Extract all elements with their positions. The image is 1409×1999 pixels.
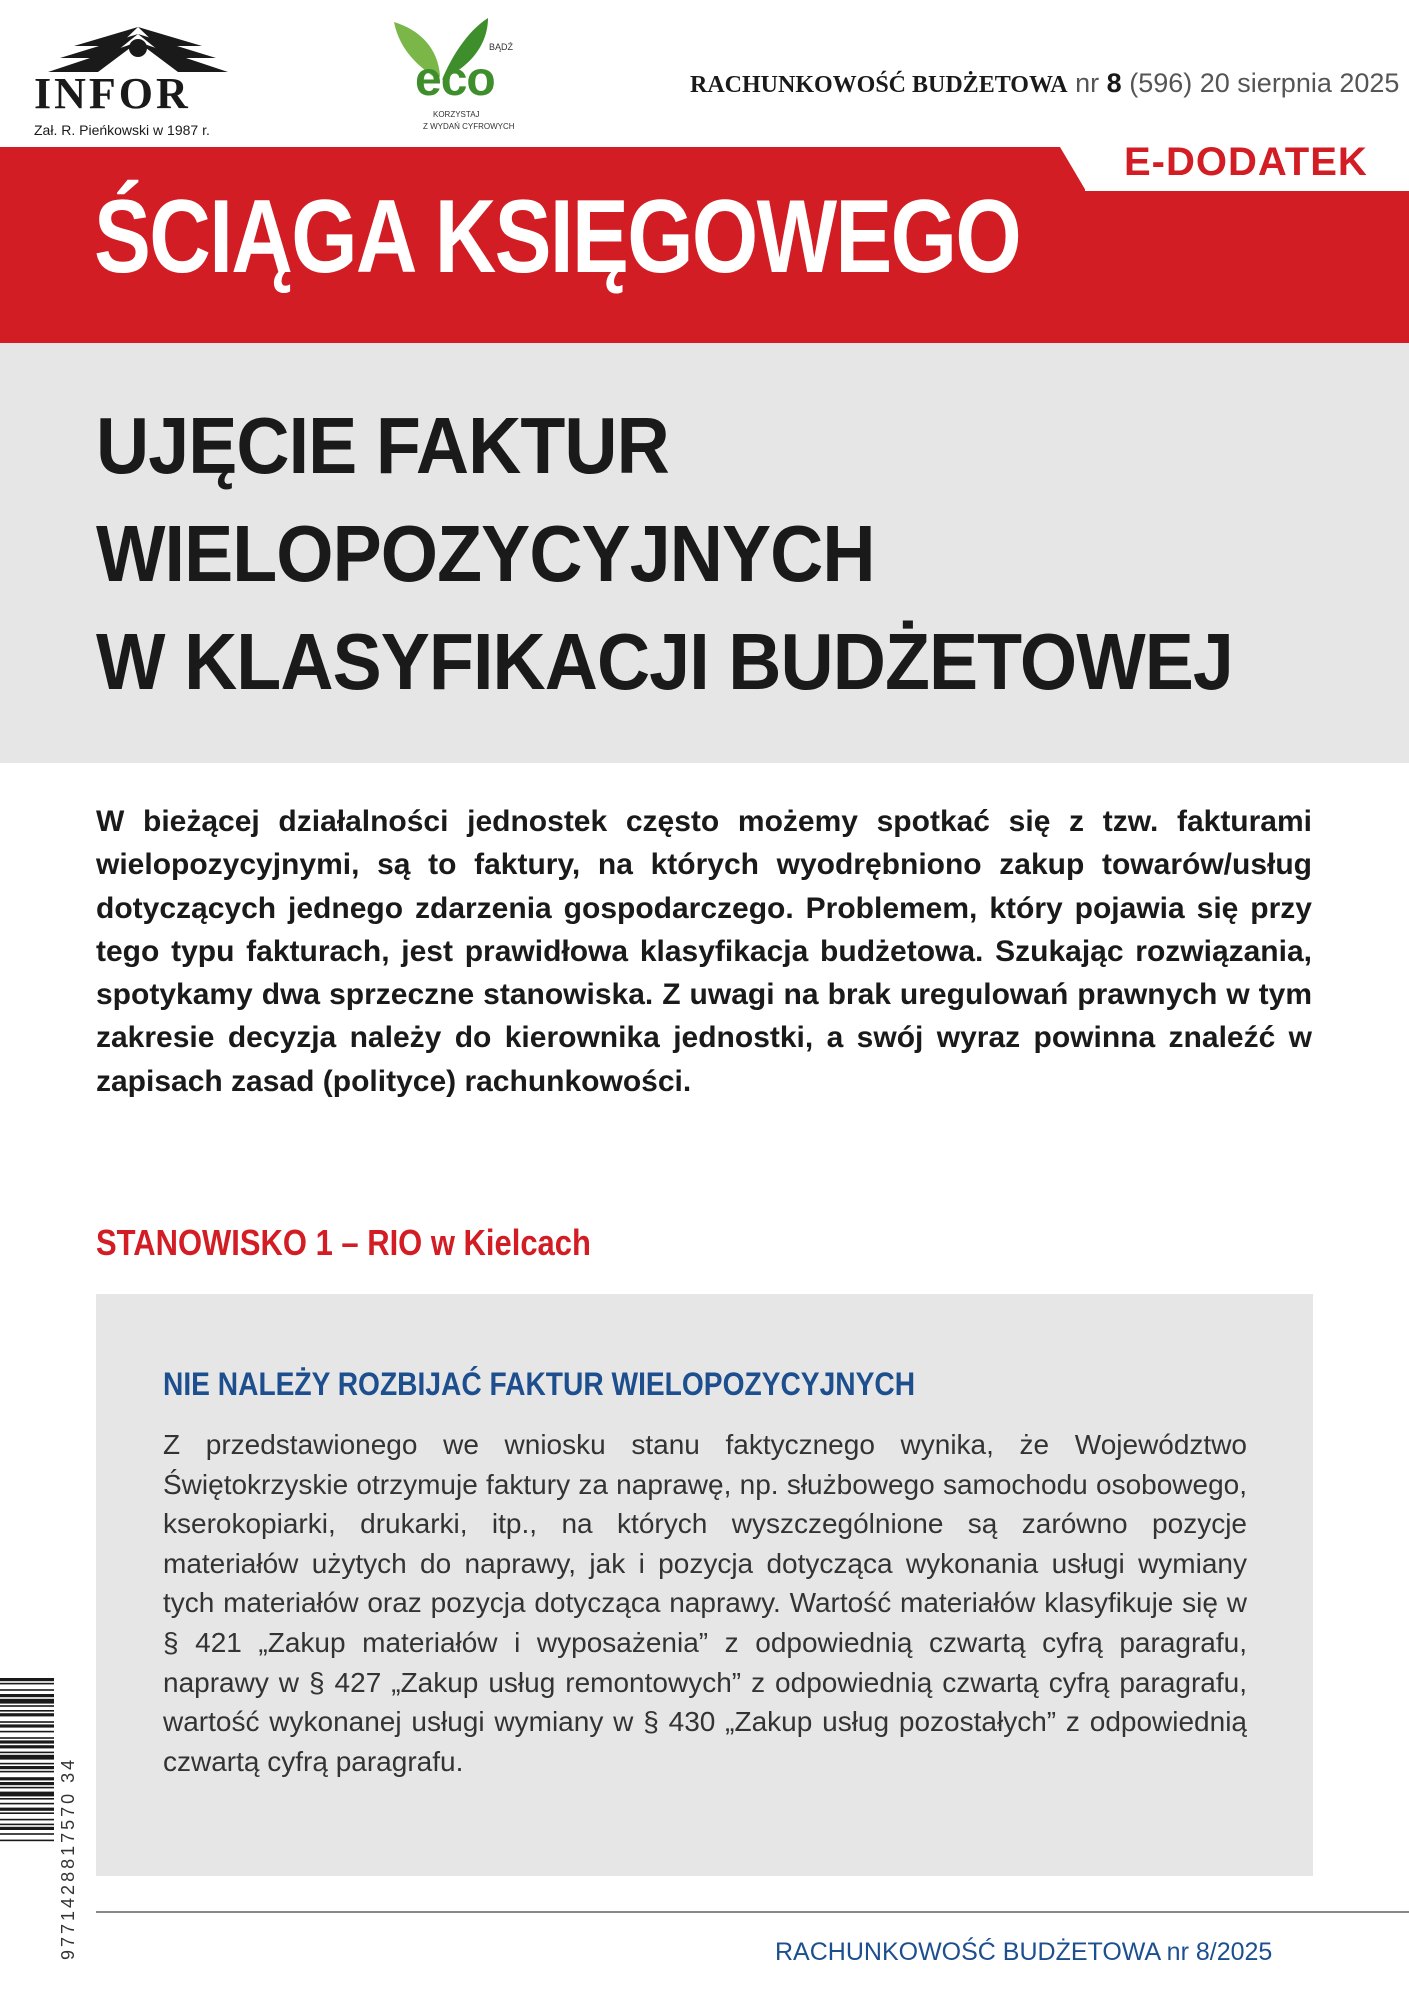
- barcode-bar: [0, 1699, 54, 1704]
- barcode-bar: [0, 1724, 54, 1727]
- barcode-bar: [0, 1827, 54, 1830]
- barcode-bar: [0, 1710, 54, 1712]
- barcode-bar: [0, 1755, 54, 1760]
- footer-rule: [96, 1911, 1409, 1913]
- barcode-bar: [0, 1798, 54, 1800]
- supplement-title: ŚCIĄGA KSIĘGOWEGO: [94, 179, 1021, 295]
- barcode-bar: [0, 1824, 54, 1826]
- barcode-bar: [0, 1819, 54, 1821]
- quote-text: Z przedstawionego we wniosku stanu faktycznego wynika, że Województwo Świętokrzyskie otrzymuje faktury za naprawę, np. służbowego samochodu osobowego, kserokopiarki, drukarki, itp., na których wyszczególnione są zarówno pozycje materiałów użytych do naprawy, jak i pozycja dotycząca wykonania usługi wymiany tych materiałów oraz pozycja dotycząca naprawy. Wartość materiałów klasyfikuje się w § 421 „Zakup materiałów i wyposażenia” z odpowiednią czwartą cyfrą paragrafu, naprawy w § 427 „Zakup usług remontowych” z odpowiednią czwartą cyfrą paragrafu, wartość wykonanej usługi wymiany w § 430 „Zakup usług pozostałych” z odpowiednią czwartą cyfrą paragrafu.: [163, 1429, 1247, 1777]
- eco-badge: [385, 12, 525, 130]
- article-lead: W bieżącej działalności jednostek często możemy spotkać się z tzw. fakturami wielopozycyjnymi, są to faktury, na których wyodrębniono zakup towarów/usług dotyczących jednego zdarzenia gospodarczego. Problemem, który pojawia się przy tego typu fakturach, jest prawidłowa klasyfikacja budżetowa. Szukając rozwiązania, spotykamy dwa sprzeczne stanowiska. Z uwagi na brak uregulowań prawnych w tym zakresie decyzja należy do kierownika jednostki, a swój wyraz powinna znaleźć w zapisach zasad (polityce) rachunkowości.: [96, 805, 1312, 1098]
- barcode-bar: [0, 1812, 54, 1814]
- barcode-bar: [0, 1752, 54, 1754]
- barcode-bar: [0, 1737, 54, 1739]
- barcode-bar: [0, 1782, 54, 1785]
- infor-logo: [30, 22, 240, 138]
- eco-top-text: BĄDŹ: [489, 42, 514, 52]
- article-title-line: WIELOPOZYCYJNYCH: [96, 509, 875, 598]
- barcode-bar: [0, 1771, 54, 1773]
- barcode-bar: [0, 1808, 54, 1811]
- barcode-number: [58, 1757, 79, 1960]
- barcode-bar: [0, 1683, 54, 1685]
- article-title-line: W KLASYFIKACJI BUDŻETOWEJ: [96, 617, 1233, 706]
- footer-text: RACHUNKOWOŚĆ BUDŻETOWA nr 8/2025: [775, 1938, 1273, 1966]
- banner-notch-slant: [1060, 147, 1086, 191]
- supplement-label: E-DODATEK: [1124, 140, 1368, 184]
- article-title-line: UJĘCIE FAKTUR: [96, 401, 669, 490]
- barcode-digits: 9771428817570: [58, 1790, 78, 1960]
- barcode-bar: [0, 1705, 54, 1707]
- barcode-addon: 34: [58, 1756, 78, 1783]
- issue-sequence: (596): [1129, 68, 1193, 98]
- barcode-bar: [0, 1833, 54, 1835]
- barcode-bar: [0, 1777, 54, 1780]
- barcode-bar: [0, 1689, 54, 1691]
- barcode-bar: [0, 1694, 54, 1697]
- eco-line-2: Z WYDAŃ CYFROWYCH: [423, 122, 515, 131]
- issue-date: 20 sierpnia 2025: [1199, 68, 1400, 98]
- eco-word: eco: [415, 53, 495, 106]
- barcode-bar: [0, 1766, 54, 1769]
- barcode-bar: [0, 1740, 54, 1743]
- quote-heading: NIE NALEŻY ROZBIJAĆ FAKTUR WIELOPOZYCYJNYCH: [163, 1366, 916, 1402]
- barcode-bar: [0, 1792, 54, 1797]
- barcode-bar: [0, 1731, 54, 1733]
- issue-nr-value: 8: [1106, 68, 1122, 98]
- issue-nr-label: nr: [1075, 68, 1100, 98]
- infor-founder-line: Zał. R. Pieńkowski w 1987 r.: [34, 122, 210, 138]
- barcode-bar: [0, 1763, 54, 1765]
- barcode-bar: [0, 1721, 54, 1723]
- issue-title: RACHUNKOWOŚĆ BUDŻETOWA: [690, 72, 1068, 98]
- barcode-bar: [0, 1678, 54, 1681]
- barcode-bar: [0, 1803, 54, 1805]
- infor-name: INFOR: [34, 69, 191, 118]
- barcode-bar: [0, 1713, 54, 1716]
- eco-line-1: KORZYSTAJ: [433, 110, 480, 119]
- barcode-bar: [0, 1745, 54, 1748]
- issue-line: [690, 68, 1399, 99]
- barcode-bar: [0, 1840, 54, 1842]
- barcode-bar: [0, 1787, 54, 1789]
- section-heading: STANOWISKO 1 – RIO w Kielcach: [96, 1222, 591, 1263]
